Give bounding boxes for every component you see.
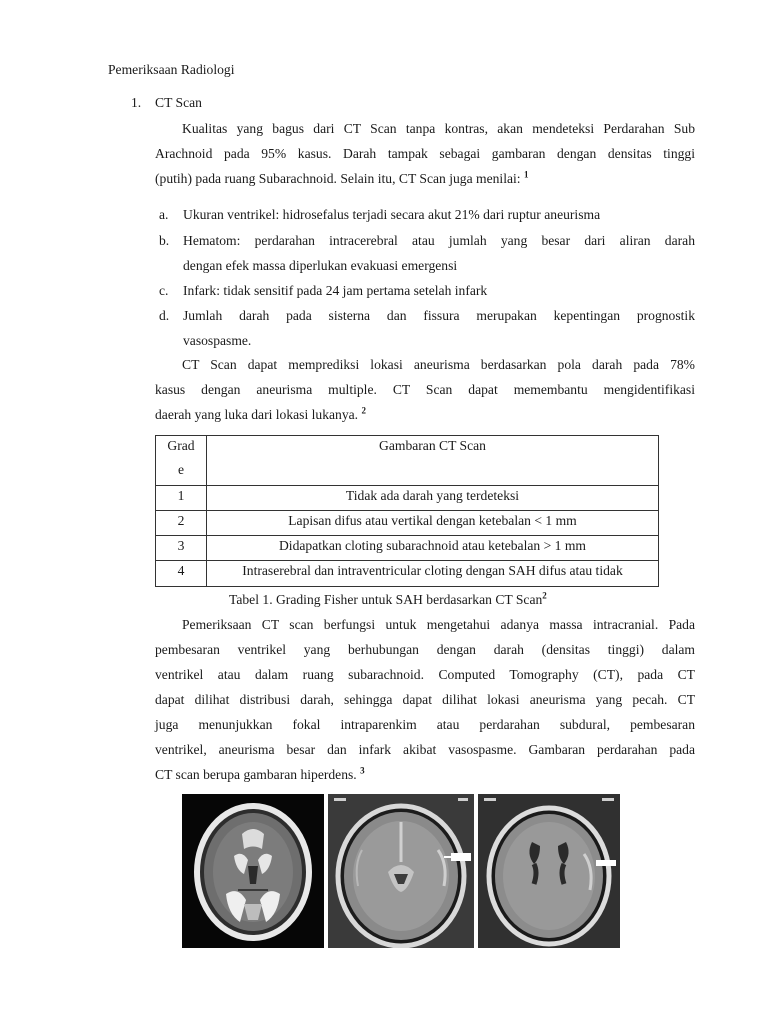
header-desc-cell	[207, 436, 659, 486]
list-item-d-line-2: vasospasme.	[183, 333, 252, 348]
list-marker-d: d.	[159, 308, 170, 323]
list-item-b-line-1: Hematom: perdarahan intracerebral atau jumlah yang besar dari aliran darah	[183, 233, 695, 248]
ct-scan-1-graphic	[182, 794, 324, 948]
header-grade-line-2: e	[177, 461, 185, 477]
ct-scan-image-3	[478, 794, 620, 948]
list-marker-b: b.	[159, 233, 170, 248]
desc-cell: Tidak ada darah yang terdeteksi	[345, 488, 520, 503]
list-item-a-line-1: Ukuran ventrikel: hidrosefalus terjadi secara akut 21% dari ruptur aneurisma	[183, 207, 601, 222]
table-header-row	[156, 436, 659, 486]
para3-line-4: dapat dilihat distribusi darah, sehingga dapat dilihat lokasi aneurisma yang pecah. CT	[155, 692, 695, 707]
ct-scan-2-graphic	[328, 794, 474, 948]
section-title: CT Scan	[155, 95, 202, 110]
table-caption: Tabel 1. Grading Fisher untuk SAH berdasarkan CT Scan$^2$	[229, 590, 547, 607]
table-row	[156, 536, 659, 561]
para3-line-1: Pemeriksaan CT scan berfungsi untuk mengetahui adanya massa intracranial. Pada	[182, 617, 695, 632]
footnote-ref: 2	[361, 405, 366, 416]
fisher-grading-table	[155, 435, 659, 587]
footnote-ref: 1	[523, 169, 529, 180]
footnote-ref: 2	[542, 590, 547, 601]
para1-line-3: (putih) pada ruang Subarachnoid. Selain itu, CT Scan juga menilai: $^1$	[155, 169, 529, 186]
table-row	[156, 561, 659, 587]
page-heading: Pemeriksaan Radiologi	[108, 62, 235, 77]
list-item-c-line-1: Infark: tidak sensitif pada 24 jam pertama setelah infark	[183, 283, 488, 298]
desc-cell: Didapatkan cloting subarachnoid atau ketebalan > 1 mm	[278, 538, 586, 553]
para3-line-5: juga menunjukkan fokal intraparenkim atau perdarahan subdural, pembesaran	[155, 717, 695, 732]
grade-cell: 3	[177, 538, 185, 553]
para2-line-3: daerah yang luka dari lokasi lukanya. $^2$	[155, 405, 366, 422]
header-grade-cell	[156, 436, 207, 486]
para3-line-3: ventrikel atau dalam ruang subarachnoid. Computed Tomography (CT), pada CT	[155, 667, 695, 682]
para3-line-2: pembesaran ventrikel yang berhubungan dengan darah (densitas tinggi) dalam	[155, 642, 695, 657]
para3-line-7: CT scan berupa gambaran hiperdens. $^3$	[155, 765, 365, 782]
ct-scan-image-1	[182, 794, 324, 948]
section-number: 1.	[131, 95, 142, 110]
para3-line-6: ventrikel, aneurisma besar dan infark akibat vasospasme. Gambaran perdarahan pada	[155, 742, 695, 757]
para1-line-1: Kualitas yang bagus dari CT Scan tanpa kontras, akan mendeteksi Perdarahan Sub	[182, 121, 695, 136]
desc-cell: Intraserebral dan intraventricular cloting dengan SAH difus atau tidak	[242, 563, 623, 578]
list-item-d-line-1: Jumlah darah pada sisterna dan fissura merupakan kepentingan prognostik	[183, 308, 695, 323]
grade-cell: 2	[177, 513, 185, 528]
list-marker-c: c.	[159, 283, 169, 298]
ct-scan-3-graphic	[478, 794, 620, 948]
list-item-b-line-2: dengan efek massa diperlukan evakuasi emergensi	[183, 258, 458, 273]
para2-line-2: kasus dengan aneurisma multiple. CT Scan dapat memembantu mengidentifikasi	[155, 382, 695, 397]
desc-cell: Lapisan difus atau vertikal dengan ketebalan < 1 mm	[288, 513, 577, 528]
header-grade-line-1: Grad	[167, 438, 195, 453]
para2-line-1: CT Scan dapat memprediksi lokasi aneurisma berdasarkan pola darah pada 78%	[182, 357, 695, 372]
header-desc: Gambaran CT Scan	[379, 438, 486, 453]
grade-cell: 4	[177, 563, 185, 578]
footnote-ref: 3	[360, 765, 365, 776]
ct-scan-image-2	[328, 794, 474, 948]
list-marker-a: a.	[159, 207, 169, 222]
para1-line-2: Arachnoid pada 95% kasus. Darah tampak sebagai gambaran dengan densitas tinggi	[155, 146, 695, 161]
grade-cell: 1	[177, 488, 185, 503]
table-row	[156, 511, 659, 536]
table-row	[156, 486, 659, 511]
